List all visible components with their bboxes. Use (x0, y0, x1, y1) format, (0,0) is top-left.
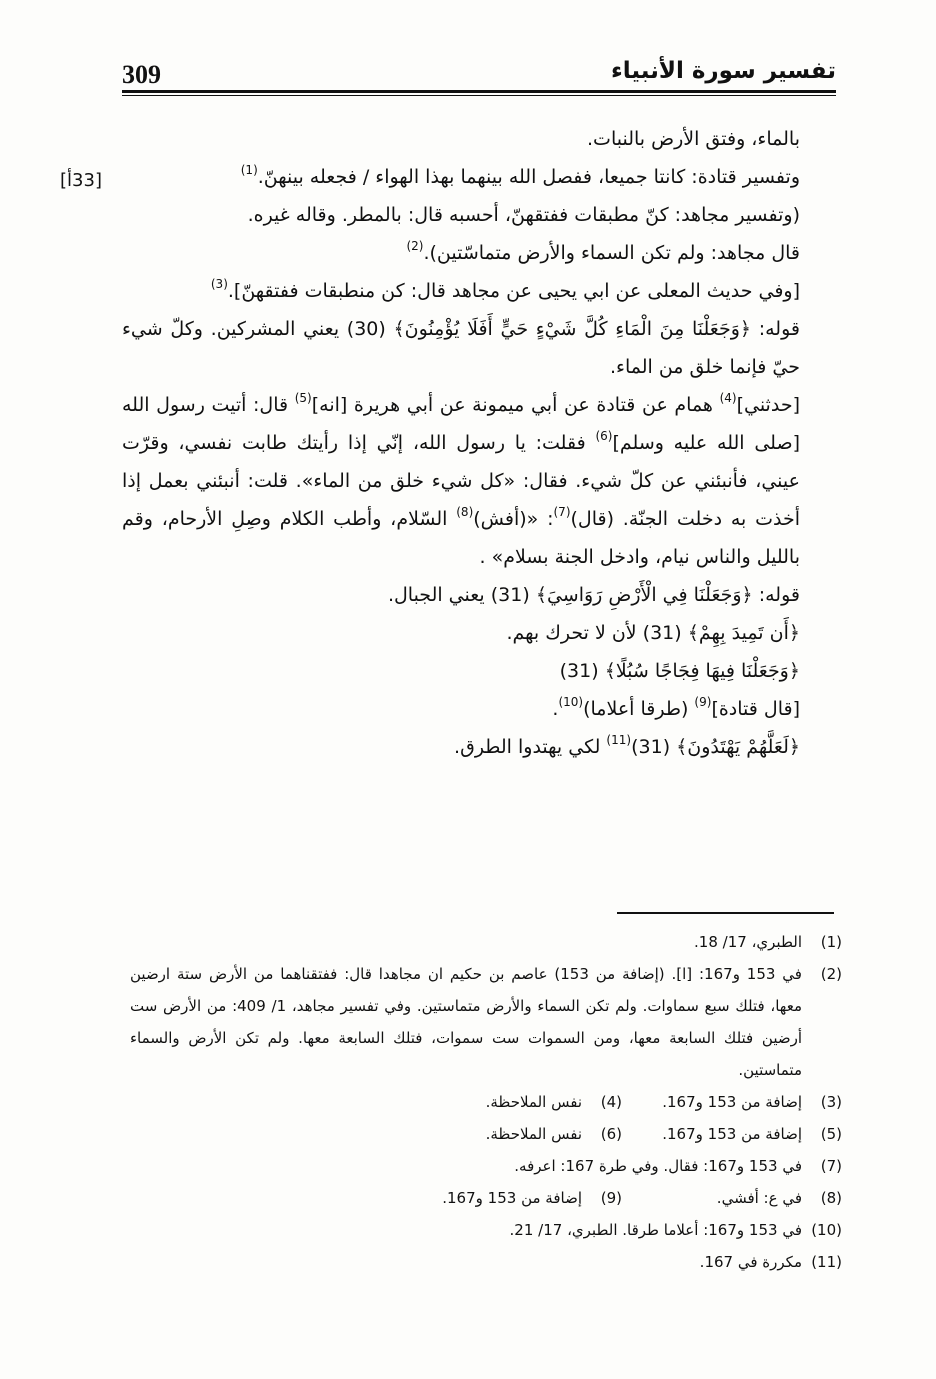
footnote: (8) في ع: أفشي. (716, 1189, 842, 1207)
paragraph: ﴿أَن تَمِيدَ بِهِمْ﴾ (31) لأن لا تحرك بهم. (506, 622, 800, 644)
footnote-pair (130, 1118, 842, 1150)
header-rule (122, 90, 836, 93)
paragraph-hadith: [حدثني]$^{(4)}$ همام عن قتادة عن أبي ميمونة عن أبي هريرة [انه]$^{(5)}$ قال: أتيت رسول الله [صلى الله عليه وسلم]$^{(6)}$ فقلت: يا رسول الله، إنّي إذا رأيتك طابت نفسي، وقرّت عيني، فأنبئني عن كلّ شيء. فقال: «كل شيء خلق من الماء». قلت: أنبئني بعمل إذا أخذت به دخلت الجنّة. (قال)$^{(7)}$: «(أفش)$^{(8)}$ السّلام، وأطب الكلام وصِلِ الأرحام، وقم بالليل والناس نيام، وادخل الجنة بسلام» . (122, 391, 800, 568)
footnote: (9) إضافة من 153 و167. (442, 1189, 622, 1207)
quran-verse: ﴿وَجَعَلْنَا مِنَ الْمَاءِ كُلَّ شَيْءٍ حَيٍّ أَفَلَا يُؤْمِنُونَ﴾ (393, 318, 752, 340)
footnote: (11) مكررة في 167. (699, 1253, 842, 1271)
footnote: (10) في 153 و167: أعلاما طرقا. الطبري، 17/ 21. (509, 1221, 842, 1239)
margin-folio-ref: [33أ] (60, 170, 102, 191)
footnote-separator (617, 912, 834, 914)
paragraph: ﴿وَجَعَلْنَا فِيهَا فِجَاجًا سُبُلًا﴾ (31) (559, 660, 800, 682)
footnote-ref: (3) (210, 277, 228, 291)
paragraph: [وفي حديث المعلى عن ابي يحيى عن مجاهد قال: كن منطبقات ففتقهنّ].$^{(3)}$ (210, 277, 800, 302)
quran-verse: ﴿وَجَعَلْنَا فِي الْأَرْضِ رَوَاسِيَ﴾ (535, 584, 753, 606)
footnote-ref: (1) (240, 163, 258, 177)
footnote: (7) في 153 و167: فقال. وفي طرة 167: اعرفه. (514, 1157, 842, 1175)
quran-verse: ﴿أَن تَمِيدَ بِهِمْ﴾ (687, 622, 800, 644)
paragraph: قوله: ﴿وَجَعَلْنَا فِي الْأَرْضِ رَوَاسِيَ﴾ (31) يعني الجبال. (387, 584, 800, 606)
footnote-ref: (2) (406, 239, 424, 253)
main-text (122, 120, 840, 766)
footnotes (130, 926, 842, 1278)
header-rule-thin (122, 95, 836, 96)
footnote: (6) نفس الملاحظة. (485, 1125, 622, 1143)
footnote: (4) نفس الملاحظة. (485, 1093, 622, 1111)
paragraph: [قال قتادة]$^{(9)}$ (طرقا أعلاما)$^{(10)}$. (552, 695, 800, 720)
footnote: (2) في 153 و167: [ا]. (إضافة من 153) عاصم بن حكيم ان مجاهدا قال: ففتقناهما من الأرض ستة ارضين معها، فتلك سبع سماوات. ولم تكن السماء والأرض متماستين. وفي تفسير مجاهد، 1/ 409: من الأرض ست أرضين فتلك السابعة معها، ومن السموات ست سموات، فتلك السابعة معها. ولم تكن الأرض والسماء متماستين. (130, 965, 842, 1079)
footnote-pair (130, 1086, 842, 1118)
page-number: 309 (122, 60, 161, 89)
paragraph: (وتفسير مجاهد: كنّ مطبقات ففتقهنّ، أحسبه قال: بالمطر. وقاله غيره. (247, 204, 800, 226)
paragraph: ﴿لَعَلَّهُمْ يَهْتَدُونَ﴾ $(31)^{(11)}$ لكي يهتدوا الطرق. (454, 733, 800, 758)
running-title: تفسير سورة الأنبياء (611, 58, 836, 84)
footnote-pair (130, 1182, 842, 1214)
footnote: (5) إضافة من 153 و167. (662, 1125, 842, 1143)
footnote: (3) إضافة من 153 و167. (662, 1093, 842, 1111)
paragraph: وتفسير قتادة: كانتا جميعا، ففصل الله بينهما بهذا الهواء / فجعله بينهنّ.$^{(1)}$ (240, 163, 800, 188)
footnote: (1) الطبري، 17/ 18. (694, 933, 842, 951)
paragraph: قال مجاهد: ولم تكن السماء والأرض متماسّتين).$^{(2)}$ (406, 239, 800, 264)
paragraph: بالماء، وفتق الأرض بالنبات. (587, 128, 800, 150)
quran-verse: ﴿لَعَلَّهُمْ يَهْتَدُونَ﴾ (676, 736, 800, 758)
quran-verse: ﴿وَجَعَلْنَا فِيهَا فِجَاجًا سُبُلًا﴾ (604, 660, 800, 682)
paragraph: قوله: ﴿وَجَعَلْنَا مِنَ الْمَاءِ كُلَّ شَيْءٍ حَيٍّ أَفَلَا يُؤْمِنُونَ﴾ (30) يعني المشركين. وكلّ شيء حيّ فإنما خلق من الماء. (122, 318, 800, 378)
